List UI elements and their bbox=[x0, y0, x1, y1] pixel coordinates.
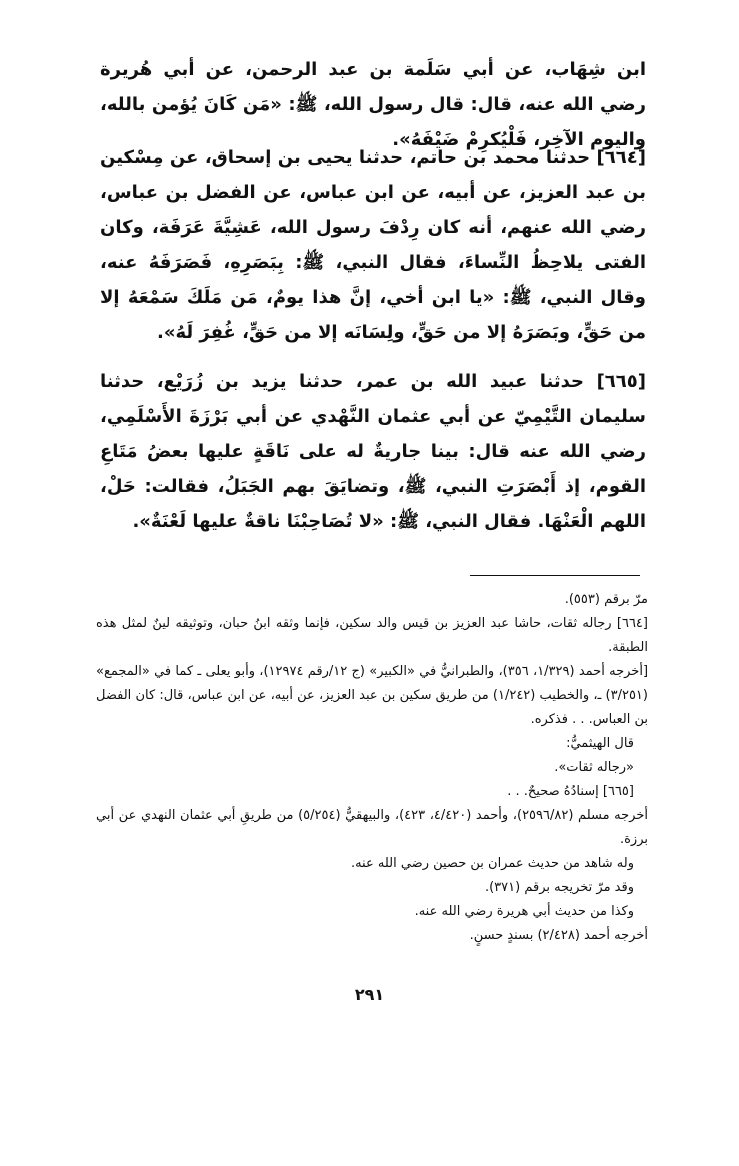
footnote-line: أخرجه مسلم (٢٥٩٦/٨٢)، وأحمد (٤/٤٢٠، ٤٢٣)، والبيهقيُّ (٥/٢٥٤) من طريقِ أبي عثمان النهدي عن أبي برزة. bbox=[96, 808, 648, 847]
footnote-line: وكذا من حديث أبي هريرة رضي الله عنه. bbox=[414, 904, 634, 919]
footnote-line: «رجاله ثقات». bbox=[554, 760, 634, 775]
hadith-number: [٦٦٥] bbox=[596, 371, 646, 392]
footnote-line: وله شاهد من حديث عمران بن حصين رضي الله عنه. bbox=[350, 856, 634, 871]
hadith-paragraph-664 bbox=[100, 140, 646, 350]
hadith-paragraph-665 bbox=[100, 364, 646, 539]
paragraph-text: حدثنا محمد بن حاتم، حدثنا يحيى بن إسحاق، عن مِسْكين بن عبد العزيز، عن أبيه، عن ابن عباس، عن الفضل بن عباس، رضي الله عنهم، أنه كان رِدْفَ رسول الله، عَشِيَّةَ عَرَفَة، وكان الفتى يلاحِظُ النِّساءَ، فقال النبي، ﷺ: بِبَصَرِهِ، فَصَرَفَهُ عنه، وقال النبي، ﷺ: «يا ابن أخي، إنَّ هذا يومٌ، مَن مَلَكَ سَمْعَهُ إلا من حَقٍّ، وبَصَرَهُ إلا من حَقٍّ، ولِسَانَه إلا من حَقٍّ، غُفِرَ لَهُ». bbox=[100, 147, 646, 343]
footnotes-section bbox=[96, 588, 648, 948]
footnote-line: وقد مرّ تخريجه برقم (٣٧١). bbox=[484, 880, 634, 895]
page-number: ٢٩١ bbox=[354, 985, 385, 1004]
paragraph-text: ابن شِهَاب، عن أبي سَلَمة بن عبد الرحمن، عن أبي هُريرة رضي الله عنه، قال: قال رسول الله، ﷺ: «مَن كَانَ يُؤمن بالله، واليوم الآخِر، فَلْيُكرِمْ ضَيْفَهُ». bbox=[100, 59, 646, 150]
footnote-line: [٦٦٤] رجاله ثقات، حاشا عبد العزيز بن قيس والد سكين، فإنما وثقه ابنُ حبان، وتوثيقه لينٌ لمثل هذه الطبقة. bbox=[96, 616, 648, 655]
footnote-line: قال الهيثميُّ: bbox=[566, 736, 634, 751]
footnote-line: مرّ برقم (٥٥٣). bbox=[564, 592, 648, 607]
hadith-number: [٦٦٤] bbox=[596, 147, 646, 168]
paragraph-text: حدثنا عبيد الله بن عمر، حدثنا يزيد بن زُرَيْع، حدثنا سليمان التَّيْمِيّ عن أبي عثمان النَّهْدي عن أبي بَرْزَةَ الأَسْلَمِي، رضي الله عنه قال: بينا جاريةٌ له على نَاقَةٍ عليها بعضُ مَتَاعِ القوم، إذ أَبْصَرَتِ النبي، ﷺ، وتضايَقَ بهم الجَبَلُ، فقالت: حَلْ، اللهم الْعَنْهَا. فقال النبي، ﷺ: «لا تُصَاحِبْنَا ناقةٌ عليها لَعْنَةٌ». bbox=[100, 371, 646, 532]
footnote-line: أخرجه أحمد (٢/٤٢٨) بسندٍ حسنٍ. bbox=[469, 928, 648, 943]
footnote-line: [٦٦٥] إسنادُهُ صحيحٌ. . . bbox=[507, 784, 634, 799]
footnote-line: [أخرجه أحمد (١/٣٢٩، ٣٥٦)، والطبرانيُّ في «الكبير» (ج ١٢/رقم ١٢٩٧٤)، وأبو يعلى ـ كما في «المجمع» (٣/٢٥١) ـ، والخطيب (١/٢٤٢) من طريق سكين بن عبد العزيز، عن أبيه، عن ابن عباس، قال: كان الفضل بن العباس. . . فذكره. bbox=[96, 664, 649, 727]
footnote-divider bbox=[470, 575, 640, 576]
